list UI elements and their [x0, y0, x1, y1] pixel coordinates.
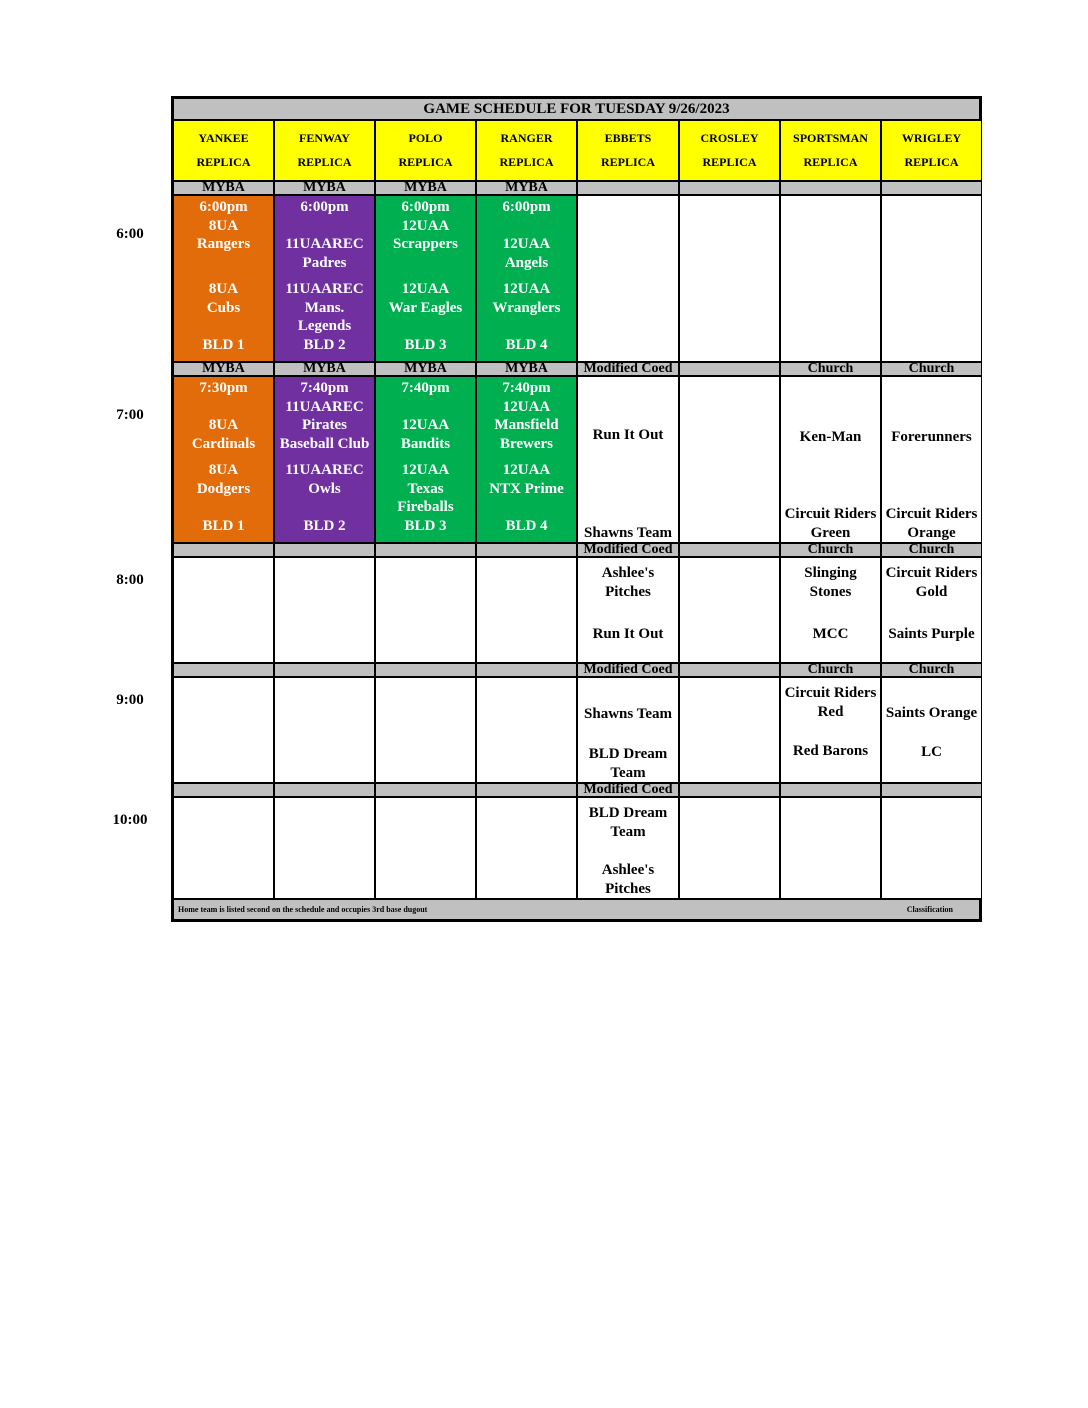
- game-cell: [476, 195, 577, 362]
- game-cell: [476, 797, 577, 899]
- game-line: 8UA: [208, 462, 239, 478]
- division-label-text: MYBA: [505, 362, 548, 376]
- division-label: [274, 181, 375, 195]
- game-line: 7:40pm: [401, 380, 450, 396]
- game-line: MCC: [812, 626, 849, 642]
- division-label-text: MYBA: [303, 181, 346, 195]
- game-line: Brewers: [499, 435, 554, 452]
- division-label: [375, 543, 476, 557]
- game-line: Pirates: [302, 417, 347, 433]
- field-type: REPLICA: [600, 154, 655, 169]
- time-label: 7:00: [116, 407, 144, 423]
- game-line: Shawns Team: [584, 706, 672, 723]
- game-line: Dodgers: [196, 480, 251, 497]
- game-line: Gold: [915, 583, 948, 600]
- field-type: REPLICA: [297, 154, 352, 169]
- game-line: 12UAA: [502, 462, 551, 478]
- field-type: REPLICA: [803, 154, 858, 169]
- footer-note: Home team is listed second on the schedule and occupies 3rd base dugout: [178, 905, 428, 914]
- game-line: 12UAA: [401, 217, 450, 234]
- game-line: Shawns Team: [584, 524, 672, 541]
- field-name: FENWAY: [299, 131, 350, 146]
- division-label: [274, 543, 375, 557]
- game-cell: [173, 376, 274, 543]
- time-label: 9:00: [116, 692, 144, 708]
- field-name: POLO: [408, 131, 443, 146]
- division-label: [679, 181, 780, 195]
- game-cell: [375, 557, 476, 663]
- division-label: [577, 783, 679, 797]
- game-line: Red Barons: [792, 743, 869, 760]
- game-line: 12UAA: [502, 398, 551, 415]
- game-cell: [173, 557, 274, 663]
- division-label: [375, 783, 476, 797]
- field-name: CROSLEY: [700, 131, 759, 146]
- field-header-ranger: [476, 120, 577, 181]
- game-line: Slinging: [804, 565, 857, 581]
- division-label-text: MYBA: [404, 362, 447, 376]
- field-type: REPLICA: [196, 154, 251, 169]
- field-header-sportsman: [780, 120, 881, 181]
- division-label: [679, 543, 780, 557]
- game-line: 11UAAREC: [285, 281, 364, 297]
- division-label-text: Modified Coed: [583, 362, 673, 376]
- division-label: [881, 362, 982, 376]
- game-cell: [476, 376, 577, 543]
- division-label: [173, 663, 274, 677]
- game-line: Circuit Riders: [784, 506, 877, 523]
- game-line: Circuit Riders: [784, 685, 877, 701]
- field-header-wrigley: [881, 120, 982, 181]
- game-line: 12UAA: [401, 417, 450, 433]
- field-type: REPLICA: [398, 154, 453, 169]
- game-line: Owls: [308, 480, 341, 497]
- game-line: 8UA: [208, 281, 239, 297]
- game-cell: [577, 376, 679, 543]
- division-label-text: MYBA: [404, 181, 447, 195]
- division-label: [577, 663, 679, 677]
- field-name: RANGER: [500, 131, 553, 146]
- game-line: 6:00pm: [300, 199, 349, 215]
- game-cell: [881, 376, 982, 543]
- division-label: [173, 362, 274, 376]
- game-cell: [780, 677, 881, 783]
- game-line: BLD Dream: [588, 805, 668, 821]
- division-label: [274, 663, 375, 677]
- game-line: BLD 1: [202, 336, 245, 353]
- division-label: [577, 362, 679, 376]
- game-cell: [274, 797, 375, 899]
- division-label: [881, 181, 982, 195]
- game-line: 12UAA: [401, 462, 450, 478]
- field-name: EBBETS: [604, 131, 652, 146]
- game-line: BLD 4: [505, 336, 548, 353]
- footer-classification: Classification: [906, 905, 953, 914]
- footer-bar: [173, 899, 980, 920]
- time-label: 8:00: [116, 572, 144, 588]
- field-name: WRIGLEY: [901, 131, 962, 146]
- division-label-text: Church: [908, 543, 955, 557]
- game-line: Saints Orange: [885, 705, 978, 722]
- game-line: Ken-Man: [799, 429, 862, 446]
- game-line: 6:00pm: [502, 199, 551, 215]
- division-label-text: MYBA: [303, 362, 346, 376]
- game-line: BLD 2: [303, 336, 346, 353]
- game-line: BLD 3: [404, 336, 447, 353]
- game-line: LC: [921, 744, 942, 761]
- game-line: Padres: [302, 254, 347, 271]
- game-line: Texas: [407, 480, 444, 497]
- game-line: 12UAA: [401, 281, 450, 297]
- game-cell: [780, 195, 881, 362]
- game-line: Pitches: [605, 583, 651, 600]
- field-header-ebbets: [577, 120, 679, 181]
- game-cell: [173, 677, 274, 783]
- division-label: [476, 362, 577, 376]
- game-line: Team: [610, 823, 646, 840]
- division-label: [679, 362, 780, 376]
- game-line: Stones: [809, 583, 852, 600]
- game-cell: [881, 557, 982, 663]
- game-cell: [881, 677, 982, 783]
- game-line: Run It Out: [592, 626, 664, 642]
- division-label: [780, 783, 881, 797]
- game-line: 7:30pm: [199, 380, 248, 396]
- field-header-polo: [375, 120, 476, 181]
- game-cell: [577, 677, 679, 783]
- division-label-text: Modified Coed: [583, 783, 673, 797]
- division-label: [780, 543, 881, 557]
- division-label-text: Modified Coed: [583, 663, 673, 677]
- game-line: Green: [810, 524, 851, 541]
- game-line: 11UAAREC: [285, 236, 364, 252]
- field-name: SPORTSMAN: [793, 131, 868, 146]
- game-cell: [274, 677, 375, 783]
- game-line: 6:00pm: [199, 199, 248, 215]
- game-line: Ashlee's: [601, 862, 655, 878]
- game-cell: [780, 797, 881, 899]
- division-label: [881, 783, 982, 797]
- division-label: [577, 543, 679, 557]
- game-cell: [679, 195, 780, 362]
- game-line: Ashlee's: [601, 565, 655, 581]
- division-label: [881, 543, 982, 557]
- game-cell: [274, 376, 375, 543]
- game-line: War Eagles: [388, 299, 463, 316]
- game-line: BLD 1: [202, 517, 245, 534]
- game-line: Fireballs: [397, 499, 454, 515]
- division-label: [173, 783, 274, 797]
- game-cell: [679, 677, 780, 783]
- division-label: [780, 181, 881, 195]
- game-cell: [375, 195, 476, 362]
- schedule-table: [171, 96, 982, 922]
- field-name: YANKEE: [198, 131, 249, 146]
- game-line: NTX Prime: [489, 480, 564, 497]
- division-label: [881, 663, 982, 677]
- schedule-title-text: GAME SCHEDULE FOR TUESDAY 9/26/2023: [423, 100, 730, 117]
- game-line: 7:40pm: [300, 380, 349, 396]
- game-cell: [881, 195, 982, 362]
- game-line: BLD 4: [505, 517, 548, 534]
- game-line: 12UAA: [502, 236, 551, 252]
- game-line: Red: [817, 703, 844, 720]
- game-cell: [375, 677, 476, 783]
- division-label-text: Church: [908, 663, 955, 677]
- game-line: Pitches: [605, 880, 651, 897]
- division-label-text: Church: [807, 362, 854, 376]
- division-label: [173, 181, 274, 195]
- game-line: 7:40pm: [502, 380, 551, 396]
- division-label: [577, 181, 679, 195]
- game-cell: [173, 195, 274, 362]
- game-line: BLD 3: [404, 517, 447, 534]
- game-cell: [375, 797, 476, 899]
- division-label: [476, 663, 577, 677]
- game-line: Team: [610, 764, 646, 781]
- game-line: Wranglers: [492, 299, 561, 316]
- game-line: Orange: [907, 524, 956, 541]
- game-line: Cubs: [206, 299, 241, 316]
- game-cell: [881, 797, 982, 899]
- game-line: Mans.: [304, 299, 345, 316]
- division-label: [780, 362, 881, 376]
- division-label: [375, 663, 476, 677]
- division-label: [780, 663, 881, 677]
- game-line: 11UAAREC: [285, 462, 364, 478]
- game-line: Circuit Riders: [885, 565, 978, 581]
- game-line: 8UA: [208, 217, 239, 234]
- game-cell: [679, 797, 780, 899]
- division-label: [375, 362, 476, 376]
- division-label: [679, 663, 780, 677]
- game-cell: [577, 797, 679, 899]
- game-line: Angels: [504, 254, 549, 271]
- game-cell: [679, 376, 780, 543]
- division-label: [476, 783, 577, 797]
- game-line: Baseball Club: [279, 435, 370, 452]
- time-label: 6:00: [116, 226, 144, 242]
- division-label-text: Church: [807, 543, 854, 557]
- game-cell: [577, 557, 679, 663]
- game-line: 8UA: [208, 417, 239, 433]
- time-label: 10:00: [112, 812, 148, 828]
- game-cell: [375, 376, 476, 543]
- division-label-text: Church: [908, 362, 955, 376]
- division-label-text: MYBA: [505, 181, 548, 195]
- game-cell: [679, 557, 780, 663]
- game-cell: [780, 557, 881, 663]
- game-line: Forerunners: [891, 429, 972, 446]
- division-label-text: MYBA: [202, 362, 245, 376]
- game-line: Run It Out: [592, 426, 664, 443]
- field-type: REPLICA: [499, 154, 554, 169]
- game-line: Scrappers: [393, 236, 458, 252]
- division-label-text: Church: [807, 663, 854, 677]
- division-label: [679, 783, 780, 797]
- division-label: [274, 362, 375, 376]
- field-header-crosley: [679, 120, 780, 181]
- game-line: BLD 2: [303, 517, 346, 534]
- game-line: Legends: [297, 318, 352, 334]
- game-cell: [173, 797, 274, 899]
- game-line: 12UAA: [502, 281, 551, 297]
- game-line: Mansfield: [494, 417, 559, 433]
- game-line: Bandits: [400, 435, 451, 452]
- game-line: BLD Dream: [588, 746, 668, 762]
- game-line: 11UAAREC: [285, 398, 364, 415]
- game-line: Circuit Riders: [885, 506, 978, 523]
- field-header-fenway: [274, 120, 375, 181]
- division-label: [375, 181, 476, 195]
- game-line: Rangers: [196, 236, 251, 252]
- field-type: REPLICA: [904, 154, 959, 169]
- schedule-title: [173, 98, 980, 120]
- game-line: 6:00pm: [401, 199, 450, 215]
- game-cell: [780, 376, 881, 543]
- division-label: [274, 783, 375, 797]
- division-label: [173, 543, 274, 557]
- division-label: [476, 543, 577, 557]
- game-cell: [274, 557, 375, 663]
- division-label: [476, 181, 577, 195]
- division-label-text: MYBA: [202, 181, 245, 195]
- field-header-yankee: [173, 120, 274, 181]
- game-line: Saints Purple: [888, 626, 975, 642]
- game-cell: [577, 195, 679, 362]
- game-cell: [476, 677, 577, 783]
- division-label-text: Modified Coed: [583, 543, 673, 557]
- game-cell: [274, 195, 375, 362]
- field-type: REPLICA: [702, 154, 757, 169]
- game-line: Cardinals: [191, 435, 256, 452]
- game-cell: [476, 557, 577, 663]
